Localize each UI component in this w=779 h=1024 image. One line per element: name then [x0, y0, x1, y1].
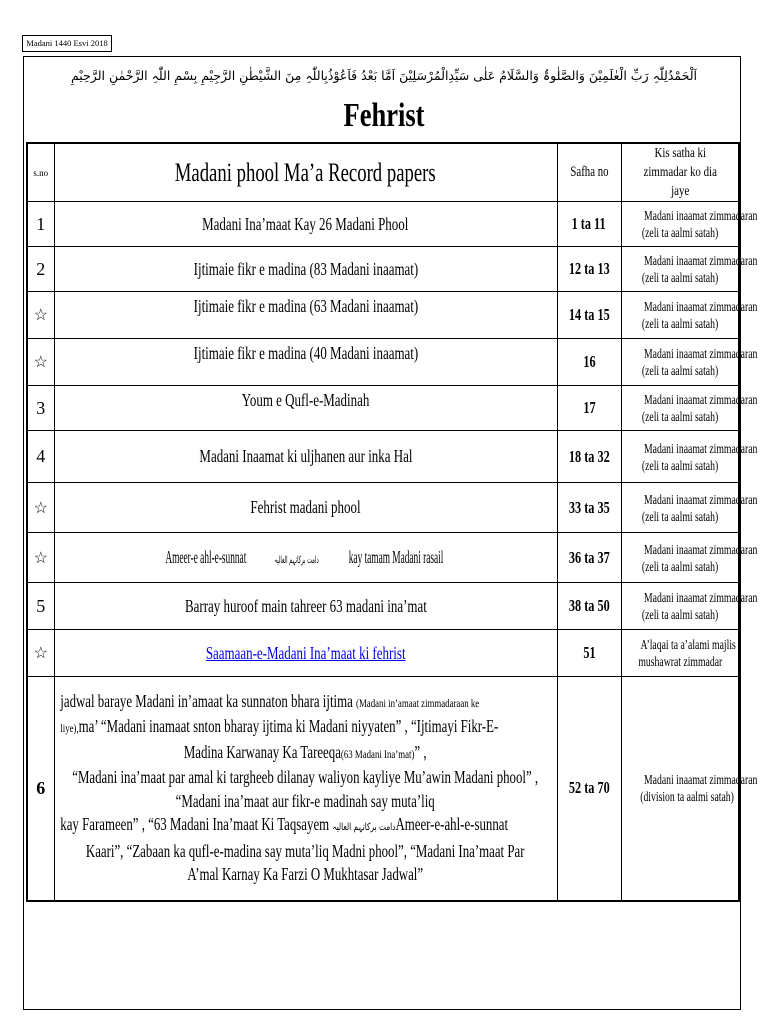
bismillah-text: اَلْحَمْدُلِلّٰہِ رَبِّ الْعٰلَمِیْنَ وَالصَّلٰوۃُ وَالسَّلَامُ عَلٰی سَیِّدِالْمُرْسَلِیْنَ اَمَّا بَعْدُ فَاَعُوْذُبِاللّٰہِ مِنَ الشَّیْطٰنِ الرَّجِیْمِ بِسْمِ اللّٰہِ الرَّحْمٰنِ الرَّحِیْمِ: [70, 68, 697, 83]
row-title: Youm e Qufl-e-Madinah: [54, 386, 557, 431]
row-safha: 51: [557, 630, 621, 677]
header-tag: Madani 1440 Esvi 2018: [22, 35, 112, 52]
table-row: [27, 583, 739, 630]
row-sno: 4: [27, 431, 54, 483]
table-row: [27, 292, 739, 339]
star-icon: ☆: [27, 533, 54, 583]
row-responsibility: Madani inaamat zimmadaran (zeli ta aalmi satah): [621, 431, 739, 483]
row-responsibility: Madani inaamat zimmadaran (zeli ta aalmi satah): [621, 533, 739, 583]
row-safha: 38 ta 50: [557, 583, 621, 630]
row-title: Barray huroof main tahreer 63 madani ina’mat: [54, 583, 557, 630]
star-icon: ☆: [27, 483, 54, 533]
row-safha: 14 ta 15: [557, 292, 621, 339]
header-sno: s.no: [27, 143, 54, 202]
table-row: [27, 677, 739, 901]
table-row: [27, 386, 739, 431]
row-title-link[interactable]: Saamaan-e-Madani Ina’maat ki fehrist: [54, 630, 557, 677]
row-sno: 3: [27, 386, 54, 431]
table-row: [27, 247, 739, 292]
row-safha: 52 ta 70: [557, 677, 621, 901]
row-responsibility: Madani inaamat zimmadaran (division ta aalmi satah): [621, 677, 739, 901]
table-row: [27, 533, 739, 583]
row-sno: 2: [27, 247, 54, 292]
contents-table: [26, 142, 757, 902]
row-title: Ijtimaie fikr e madina (63 Madani inaamat): [54, 292, 557, 339]
row-title: Ameer-e ahl-e-sunnat دامت برکاتہم العالیہ kay tamam Madani rasail: [54, 533, 557, 583]
row-safha: 17: [557, 386, 621, 431]
row-responsibility: Madani inaamat zimmadaran (zeli ta aalmi satah): [621, 202, 739, 247]
row-responsibility: Madani inaamat zimmadaran (zeli ta aalmi satah): [621, 583, 739, 630]
row-responsibility: Madani inaamat zimmadaran (zeli ta aalmi satah): [621, 483, 739, 533]
row-safha: 1 ta 11: [557, 202, 621, 247]
table-row: [27, 202, 739, 247]
row-sno: 1: [27, 202, 54, 247]
table-row: [27, 431, 739, 483]
row-title: Madani Ina’maat Kay 26 Madani Phool: [54, 202, 557, 247]
row-safha: 12 ta 13: [557, 247, 621, 292]
row-title: Ijtimaie fikr e madina (83 Madani inaamat): [54, 247, 557, 292]
row-responsibility: Madani inaamat zimmadaran (zeli ta aalmi satah): [621, 339, 739, 386]
table-row: [27, 483, 739, 533]
header-responsibility: Kis satha ki zimmadar ko dia jaye: [621, 143, 739, 202]
row-sno: 6: [27, 677, 54, 901]
row-responsibility: A’laqai ta a’alami majlis mushawrat zimmadar: [621, 630, 739, 677]
row-sno: 5: [27, 583, 54, 630]
row-safha: 36 ta 37: [557, 533, 621, 583]
row-title-detailed: jadwal baraye Madani in’amaat ka sunnaton bhara ijtima (Madani in’amaat zimmadaraan ke liye),ma’ “Madani inamaat snton bharay ijtima ki Madani niyyaten” , “Ijtimayi Fikr-E- Madina Karwanay Ka Tareeqa(63 Madani Ina’mat)” , “Madani ina’maat par amal ki targheeb dilanay waliyon kayliye Mu’awin Madani phool” , “Madani ina’maat aur fikr-e madinah say muta’liq kay Farameen” , “63 Madani Ina’maat Ki Taqsayem دامت برکاتہم العالیہAmeer-e-ahl-e-sunnat Kaari”, “Zabaan ka qufl-e-madina say muta’liq Madni phool”, “Madani Ina’maat Par A’mal Karnay Ka Farzi O Mukhtasar Jadwal”: [54, 677, 557, 901]
row-safha: 18 ta 32: [557, 431, 621, 483]
star-icon: ☆: [27, 339, 54, 386]
header-title: Madani phool Ma’a Record papers: [54, 143, 557, 202]
page-title: Fehrist: [343, 97, 425, 134]
row-responsibility: Madani inaamat zimmadaran (zeli ta aalmi satah): [621, 292, 739, 339]
row-responsibility: Madani inaamat zimmadaran (zeli ta aalmi satah): [621, 386, 739, 431]
row-title: Madani Inaamat ki uljhanen aur inka Hal: [54, 431, 557, 483]
star-icon: ☆: [27, 630, 54, 677]
row-title: Fehrist madani phool: [54, 483, 557, 533]
row-responsibility: Madani inaamat zimmadaran (zeli ta aalmi satah): [621, 247, 739, 292]
header-safha: Safha no: [557, 143, 621, 202]
table-row: [27, 630, 739, 677]
row-safha: 16: [557, 339, 621, 386]
star-icon: ☆: [27, 292, 54, 339]
table-row: [27, 339, 739, 386]
table-header-row: [27, 143, 739, 202]
row-title: Ijtimaie fikr e madina (40 Madani inaamat): [54, 339, 557, 386]
row-safha: 33 ta 35: [557, 483, 621, 533]
